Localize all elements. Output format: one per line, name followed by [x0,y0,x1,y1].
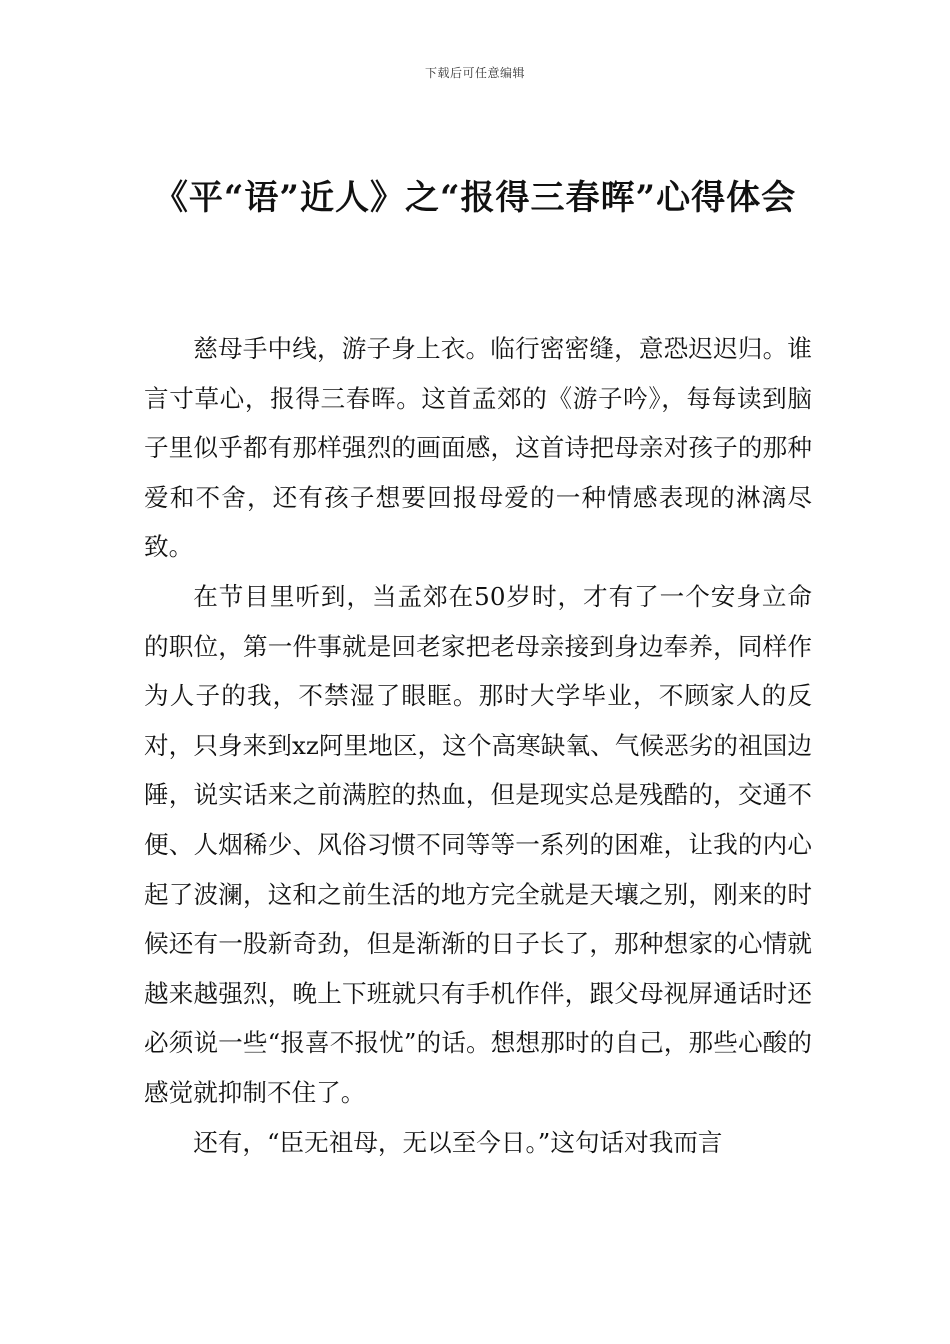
paragraph: 慈母手中线，游子身上衣。临行密密缝，意恐迟迟归。谁言寸草心，报得三春晖。这首孟郊的《游子吟》，每每读到脑子里似乎都有那样强烈的画面感，这首诗把母亲对孩子的那种爱和不舍，还有孩子想要回报母爱的一种情感表现的淋漓尽致。 [144,334,812,562]
document-body [144,324,812,1167]
document-title: 《平“语”近人》之“报得三春晖”心得体会 [153,178,797,218]
header-note: 下载后可任意编辑 [424,66,525,80]
paragraph: 在节目里听到，当孟郊在50岁时，才有了一个安身立命的职位，第一件事就是回老家把老母亲接到身边奉养，同样作为人子的我，不禁湿了眼眶。那时大学毕业，不顾家人的反对，只身来到xz阿里地区，这个高寒缺氧、气候恶劣的祖国边陲，说实话来之前满腔的热血，但是现实总是残酷的，交通不便、人烟稀少、风俗习惯不同等等一系列的困难，让我的内心起了波澜，这和之前生活的地方完全就是天壤之别，刚来的时候还有一股新奇劲，但是渐渐的日子长了，那种想家的心情就越来越强烈，晚上下班就只有手机作伴，跟父母视屏通话时还必须说一些“报喜不报忧”的话。想想那时的自己，那些心酸的感觉就抑制不住了。 [144,581,812,1107]
paragraph: 还有，“臣无祖母，无以至今日。”这句话对我而言 [193,1127,723,1157]
